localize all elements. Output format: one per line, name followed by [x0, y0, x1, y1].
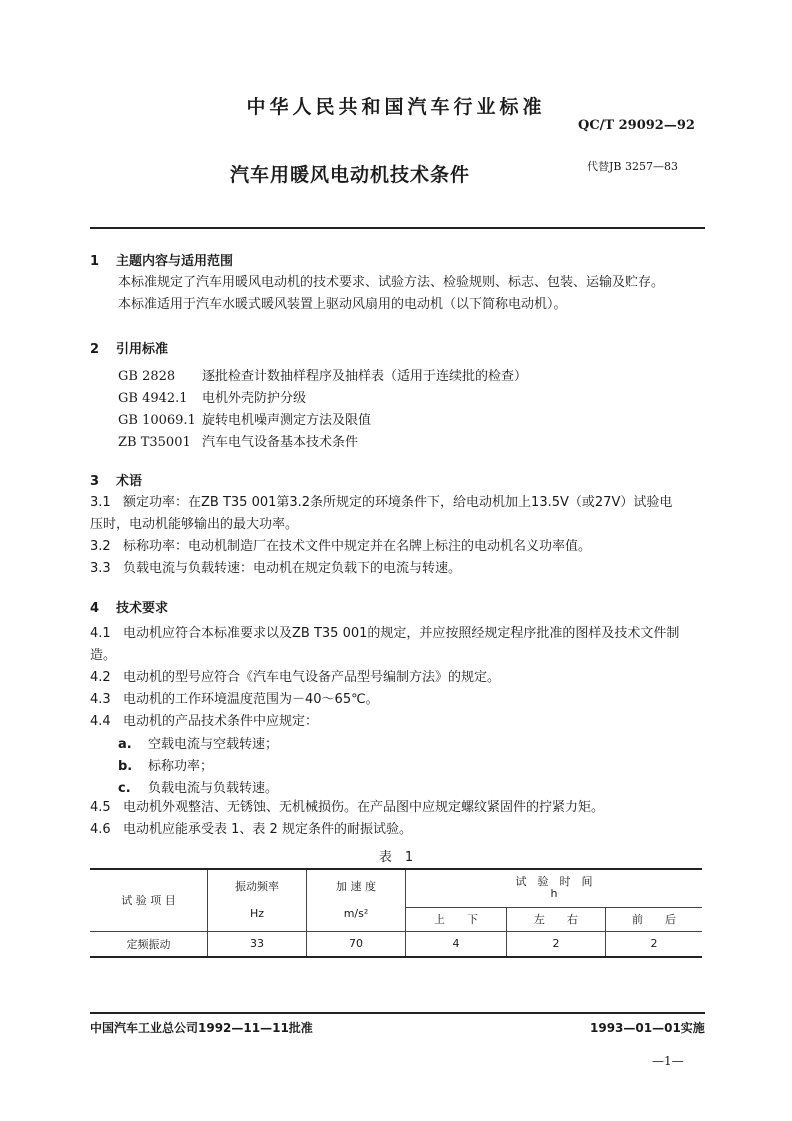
reference-item: GB 4942.1 电机外壳防护分级: [118, 391, 307, 406]
reference-item: GB 10069.1 旋转电机噪声测定方法及限值: [118, 413, 372, 428]
requirement-4-6: 4.6 电动机应能承受表 1、表 2 规定条件的耐振试验。: [90, 822, 412, 837]
cell-test-item: 定频振动: [90, 931, 208, 957]
header-divider: [90, 227, 705, 229]
issuer-approval: 中国汽车工业总公司1992—11—11批准: [90, 1021, 313, 1035]
effective-date: 1993—01—01实施: [590, 1021, 705, 1035]
header-test-item: 试 验 项 目: [90, 869, 208, 931]
reference-item: ZB T35001 汽车电气设备基本技术条件: [118, 435, 359, 450]
page-number: —1—: [652, 1054, 684, 1068]
org-title: 中华人民共和国汽车行业标准: [246, 96, 546, 118]
requirement-4-1: 4.1 电动机应符合本标准要求以及ZB T35 001的规定，并应按照经规定程序批准的图样及技术文件制: [90, 626, 680, 641]
term-3-2: 3.2 标称功率：电动机制造厂在技术文件中规定并在名牌上标注的电动机名义功率值。: [90, 539, 592, 554]
reference-item: GB 2828 逐批检查计数抽样程序及抽样表（适用于连续批的检查）: [118, 369, 528, 384]
cell-frontback: 2: [606, 931, 703, 957]
section-1-heading: 1 主题内容与适用范围: [90, 254, 234, 269]
term-3-1-continued: 压时，电动机能够输出的最大功率。: [90, 517, 299, 532]
requirement-4-3: 4.3 电动机的工作环境温度范围为－40～65℃。: [90, 692, 379, 707]
document-title: 汽车用暖风电动机技术条件: [230, 164, 471, 186]
table-row: [90, 931, 702, 957]
requirement-4-1-continued: 造。: [90, 648, 117, 663]
requirement-4-2: 4.2 电动机的型号应符合《汽车电气设备产品型号编制方法》的规定。: [90, 670, 501, 685]
header-direction-frontback: 前 后: [606, 907, 703, 931]
requirement-4-4-a: a. 空载电流与空载转速；: [118, 737, 279, 752]
term-3-1: 3.1 额定功率：在ZB T35 001第3.2条所规定的环境条件下，给电动机加上13.5V（或27V）试验电: [90, 495, 673, 510]
section-3-heading: 3 术语: [90, 474, 143, 489]
requirement-4-4-b: b. 标称功率；: [118, 759, 214, 774]
requirement-4-4: 4.4 电动机的产品技术条件中应规定：: [90, 714, 319, 729]
section-1-paragraph-2: 本标准适用于汽车水暖式暖风装置上驱动风扇用的电动机（以下简称电动机）。: [118, 297, 567, 312]
section-4-heading: 4 技术要求: [90, 601, 169, 616]
cell-frequency: 33: [208, 931, 307, 957]
cell-updown: 4: [406, 931, 507, 957]
header-test-time-unit: h: [550, 887, 558, 900]
requirement-4-4-c: c. 负载电流与负载转速。: [118, 781, 279, 796]
requirement-4-5: 4.5 电动机外观整洁、无锈蚀、无机械损伤。在产品图中应规定螺纹紧固件的拧紧力矩。: [90, 800, 605, 815]
term-3-3: 3.3 负载电流与负载转速：电动机在规定负载下的电流与转速。: [90, 561, 462, 576]
header-frequency: 振动频率: [208, 869, 307, 907]
header-test-time: [406, 869, 703, 907]
section-2-heading: 2 引用标准: [90, 342, 169, 357]
header-frequency-unit: Hz: [208, 907, 307, 931]
standard-code: QC/T 29092—92: [578, 118, 695, 133]
header-direction-updown: 上 下: [406, 907, 507, 931]
header-acceleration: 加 速 度: [307, 869, 406, 907]
cell-leftright: 2: [507, 931, 606, 957]
header-test-time-label: 试 验 时 间: [515, 875, 593, 888]
header-direction-leftright: 左 右: [507, 907, 606, 931]
footer-divider: [90, 1012, 705, 1014]
header-acceleration-unit: m/s²: [307, 907, 406, 931]
section-1-paragraph-1: 本标准规定了汽车用暖风电动机的技术要求、试验方法、检验规则、标志、包装、运输及贮存。: [118, 275, 665, 290]
cell-acceleration: 70: [307, 931, 406, 957]
replaces-note: 代替JB 3257—83: [587, 160, 678, 173]
table-1-caption: 表 1: [378, 850, 414, 865]
vibration-test-table: [90, 868, 702, 958]
